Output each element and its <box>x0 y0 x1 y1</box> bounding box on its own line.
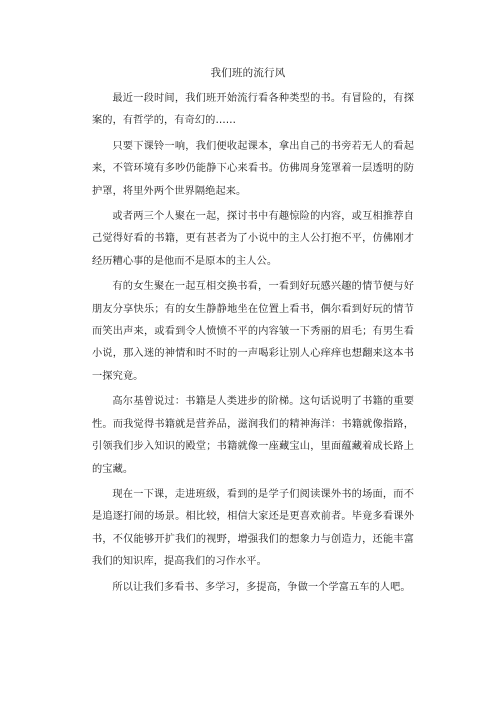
paragraph-7: 所以让我们多看书、多学习，多提高，争做一个学富五车的人吧。 <box>112 581 411 593</box>
paragraph-6: 现在一下课，走进班级，看到的是学子们阅读课外书的场面，而不是追逐打闹的场景。相比较，相信大家还是更喜欢前者。毕竟多看课外书，不仅能够开扩我们的视野，增强我们的想象力与创造力，还能丰富我们的知识库，提高我们的习作水平。 <box>92 488 414 568</box>
paragraph-4: 有的女生聚在一起互相交换书看，一看到好玩感兴趣的情节便与好朋友分享快乐；有的女生静静地坐在位置上看书，偶尔看到好玩的情节而笑出声来，或看到令人愤愤不平的内容皱一下秀丽的眉毛；有男生看小说，那入迷的神情和时不时的一声喝彩让别人心痒痒也想翻来这本书一探究竟。 <box>92 281 414 382</box>
paragraph-1: 最近一段时间，我们班开始流行看各种类型的书。有冒险的，有探案的，有哲学的，有奇幻的…… <box>92 93 414 127</box>
paragraph-2: 只要下课铃一响，我们便收起课本，拿出自己的书旁若无人的看起来，不管环境有多吵仍能静下心来看书。仿佛周身笼罩着一层透明的防护罩，将里外两个世界隔绝起来。 <box>92 140 414 197</box>
paragraph-5: 高尔基曾说过：书籍是人类进步的阶梯。这句话说明了书籍的重要性。而我觉得书籍就是营养品，滋润我们的精神海洋：书籍就像指路，引领我们步入知识的殿堂；书籍就像一座藏宝山，里面蕴藏着成长路上的宝藏。 <box>92 396 414 475</box>
essay-body <box>92 88 414 602</box>
page-title: 我们班的流行风 <box>210 67 286 79</box>
paragraph-3: 或者两三个人聚在一起，探讨书中有趣惊险的内容，或互相推荐自己觉得好看的书籍，更有甚者为了小说中的主人公打抱不平，仿佛刚才经历糟心事的是他而不是原本的主人公。 <box>92 211 414 267</box>
